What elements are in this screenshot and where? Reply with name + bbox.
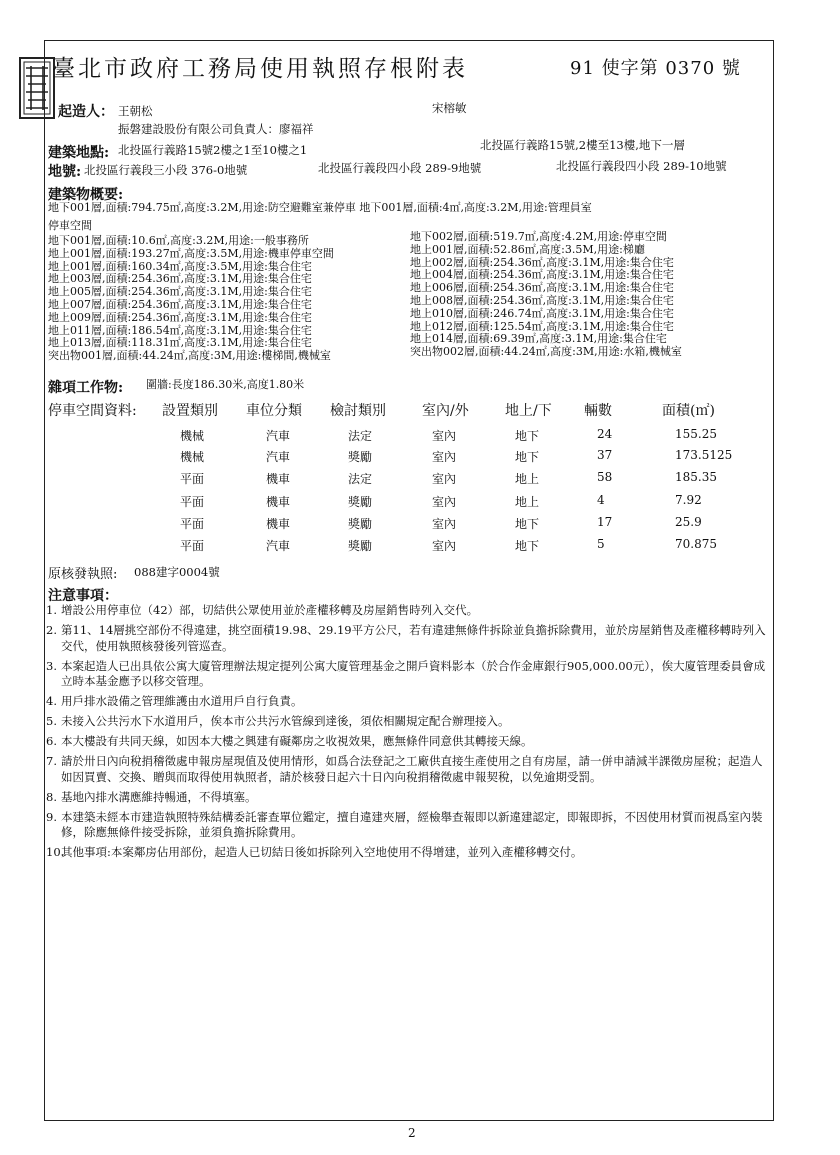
- table-cell: 獎勵: [348, 495, 373, 509]
- note-item: [46, 810, 768, 841]
- table-cell: 4: [597, 493, 605, 507]
- overview-parking-line: 停車空間: [48, 219, 92, 232]
- original-license-label: 原核發執照:: [48, 567, 118, 582]
- floor-item: 地上003層,面積:254.36㎡,高度:3.1M,用途:集合住宅: [48, 272, 312, 286]
- table-cell: 室內: [432, 539, 457, 553]
- floor-item: 地上010層,面積:246.74㎡,高度:3.1M,用途:集合住宅: [410, 306, 674, 320]
- note-number: 7.: [46, 754, 57, 768]
- table-cell: 平面: [180, 517, 205, 531]
- table-cell: 室內: [432, 495, 457, 509]
- table-cell: 70.875: [675, 537, 717, 551]
- floor-item: 地上007層,面積:254.36㎡,高度:3.1M,用途:集合住宅: [48, 297, 312, 311]
- floor-item: 地上011層,面積:186.54㎡,高度:3.1M,用途:集合住宅: [48, 323, 312, 337]
- lot-label: 地號:: [48, 164, 82, 180]
- table-cell: 汽車: [266, 429, 291, 443]
- note-number: 8.: [46, 789, 57, 804]
- note-text: 增設公用停車位（42）部，切結供公眾使用並於產權移轉及房屋銷售時列入交代。: [61, 603, 479, 617]
- notes-label: 注意事項：: [48, 588, 118, 604]
- table-cell: 獎勵: [348, 450, 373, 464]
- note-item: [46, 714, 768, 730]
- table-cell: 法定: [348, 472, 373, 486]
- floor-item: 地上008層,面積:254.36㎡,高度:3.1M,用途:集合住宅: [410, 293, 674, 307]
- parking-header: 面積(㎡): [662, 403, 715, 419]
- note-text: 本大樓設有共同天線，如因本大樓之興建有礙鄰房之收視效果，應無條件同意供其轉接天線。: [61, 734, 533, 748]
- table-cell: 7.92: [675, 493, 702, 507]
- floor-item: 地上001層,面積:160.34㎡,高度:3.5M,用途:集合住宅: [48, 259, 312, 273]
- floor-list-right: [410, 231, 682, 359]
- note-text: 基地內排水溝應維持暢通，不得填塞。: [61, 789, 257, 804]
- floor-item: 地上001層,面積:193.27㎡,高度:3.5M,用途:機車停車空間: [48, 246, 334, 260]
- table-cell: 室內: [432, 429, 457, 443]
- floor-item: 地上013層,面積:118.31㎡,高度:3.1M,用途:集合住宅: [48, 336, 312, 350]
- floor-item: 地下001層,面積:10.6㎡,高度:3.2M,用途:一般事務所: [48, 234, 309, 247]
- lot-2: 北投區行義段四小段 289-9地號: [318, 161, 482, 175]
- table-cell: 185.35: [675, 470, 717, 484]
- note-item: [46, 603, 768, 619]
- parking-header: 地上/下: [505, 403, 552, 419]
- table-cell: 機車: [266, 472, 291, 486]
- note-item: [46, 734, 768, 750]
- page-title: 臺北市政府工務局使用執照存根附表: [52, 56, 468, 82]
- table-cell: 法定: [348, 429, 373, 443]
- parking-header: 輛數: [584, 403, 612, 419]
- notes-list: [46, 603, 768, 865]
- note-text: 其他事項:本案鄰房佔用部份，起造人已切結日後如拆除列入空地使用不得增建，並列入產權移轉交付。: [61, 845, 583, 859]
- table-cell: 地下: [515, 517, 540, 531]
- lot-1: 北投區行義段三小段 376-0地號: [84, 163, 248, 177]
- floor-item: 地下002層,面積:519.7㎡,高度:4.2M,用途:停車空間: [410, 230, 667, 243]
- misc-works-value: 圍牆:長度186.30米,高度1.80米: [146, 378, 305, 391]
- floor-item: 突出物002層,面積:44.24㎡,高度:3M,用途:水箱,機械室: [410, 345, 682, 359]
- applicant-name-2: 宋榕敏: [432, 101, 467, 115]
- floor-list-left: [48, 235, 334, 363]
- note-number: 1.: [46, 603, 57, 617]
- table-cell: 17: [597, 515, 613, 529]
- floor-item: 地上001層,面積:52.86㎡,高度:3.5M,用途:梯廳: [410, 242, 645, 256]
- overview-basement-line: 地下001層,面積:794.75㎡,高度:3.2M,用途:防空避難室兼停車 地下001層,面積:4㎡,高度:3.2M,用途:管理員室: [48, 201, 592, 214]
- original-license-value: 088建字0004號: [134, 565, 220, 579]
- note-text: 用戶排水設備之管理維護由水道用戶自行負責。: [61, 694, 303, 708]
- note-number: 4.: [46, 694, 57, 708]
- floor-item: 地上004層,面積:254.36㎡,高度:3.1M,用途:集合住宅: [410, 268, 674, 282]
- parking-header: 檢討類別: [330, 403, 386, 419]
- table-cell: 25.9: [675, 515, 702, 529]
- table-cell: 地下: [515, 539, 540, 553]
- note-text: 第11、14層挑空部份不得違建，挑空面積19.98、29.19平方公尺，若有違建無條件拆除並負擔拆除費用，並於房屋銷售及產權移轉時列入交代，使用執照核發後列管巡查。: [61, 623, 766, 653]
- note-number: 3.: [46, 658, 57, 673]
- note-item: [46, 790, 768, 806]
- note-number: 5.: [46, 714, 57, 728]
- parking-header: 設置類別: [162, 403, 218, 419]
- table-cell: 平面: [180, 495, 205, 509]
- floor-item: 地上014層,面積:69.39㎡,高度:3.1M,用途:集合住宅: [410, 332, 667, 346]
- table-cell: 室內: [432, 517, 457, 531]
- table-cell: 地上: [515, 472, 540, 486]
- note-item: [46, 659, 768, 690]
- note-text: 未接入公共污水下水道用戶，俟本市公共污水管線到達後，須依相關規定配合辦理接入。: [61, 714, 510, 728]
- floor-item: 地上006層,面積:254.36㎡,高度:3.1M,用途:集合住宅: [410, 281, 674, 295]
- table-cell: 5: [597, 537, 605, 551]
- table-cell: 173.5125: [675, 448, 733, 462]
- note-number: 9.: [46, 809, 57, 824]
- table-cell: 機械: [180, 429, 205, 443]
- note-item: [46, 845, 768, 861]
- note-text: 本案起造人已出具依公寓大廈管理辦法規定提列公寓大廈管理基金之開戶資料影本（於合作金庫銀行905,000.00元），俟大廈管理委員會成立時本基金應予以移交管理。: [61, 658, 766, 688]
- table-cell: 155.25: [675, 427, 717, 441]
- overview-label: 建築物概要:: [48, 187, 124, 203]
- floor-item: 地上002層,面積:254.36㎡,高度:3.1M,用途:集合住宅: [410, 255, 674, 269]
- applicant-name: 王朝松: [118, 104, 153, 118]
- note-item: [46, 754, 768, 785]
- table-cell: 地下: [515, 429, 540, 443]
- lot-3: 北投區行義段四小段 289-10地號: [556, 159, 727, 173]
- table-cell: 獎勵: [348, 539, 373, 553]
- misc-works-label: 雜項工作物:: [48, 380, 124, 396]
- applicant-representative: 振磐建設股份有限公司負責人：廖福祥: [118, 122, 314, 136]
- note-text: 請於卅日內向稅捐稽徵處申報房屋現值及使用情形，如爲合法登記之工廠供直接生產使用之自有房屋，請一併申請減半課徵房屋稅；起造人如因買賣、交換、贈與而取得使用執照者，請於核發日起六十日內向稅捐稽徵處申報契稅，以免逾期受罰。: [61, 754, 763, 784]
- table-cell: 機械: [180, 450, 205, 464]
- site-address-2: 北投區行義路15號,2樓至13樓,地下一層: [480, 138, 685, 152]
- table-cell: 地上: [515, 495, 540, 509]
- table-cell: 室內: [432, 472, 457, 486]
- page-number: 2: [408, 1126, 416, 1140]
- note-item: [46, 694, 768, 710]
- table-cell: 58: [597, 470, 613, 484]
- table-cell: 地下: [515, 450, 540, 464]
- table-cell: 獎勵: [348, 517, 373, 531]
- table-cell: 汽車: [266, 450, 291, 464]
- floor-item: 地上005層,面積:254.36㎡,高度:3.1M,用途:集合住宅: [48, 285, 312, 299]
- note-text: 本建築未經本市建造執照特殊結構委託審查單位鑑定，擅自違建夾層，經檢舉查報即以新違建認定，即報即拆，不因使用材質而視爲室內裝修，除應無條件接受拆除，並須負擔拆除費用。: [61, 809, 763, 839]
- note-number: 2.: [46, 623, 57, 637]
- note-number: 6.: [46, 734, 57, 748]
- table-cell: 37: [597, 448, 613, 462]
- site-address-1: 北投區行義路15號2樓之1至10樓之1: [118, 143, 308, 157]
- parking-header: 車位分類: [246, 403, 302, 419]
- table-cell: 機車: [266, 517, 291, 531]
- note-number: 10.: [46, 845, 65, 859]
- site-address-label: 建築地點:: [48, 145, 110, 161]
- applicant-label: 起造人：: [58, 104, 114, 120]
- table-cell: 24: [597, 427, 613, 441]
- floor-item: 地上012層,面積:125.54㎡,高度:3.1M,用途:集合住宅: [410, 319, 674, 333]
- note-item: [46, 623, 768, 654]
- table-cell: 室內: [432, 450, 457, 464]
- floor-item: 地上009層,面積:254.36㎡,高度:3.1M,用途:集合住宅: [48, 310, 312, 324]
- table-cell: 平面: [180, 472, 205, 486]
- table-cell: 汽車: [266, 539, 291, 553]
- parking-header: 室內/外: [422, 403, 469, 419]
- table-cell: 平面: [180, 539, 205, 553]
- license-number: 91 使字第 0370 號: [570, 58, 741, 79]
- floor-item: 突出物001層,面積:44.24㎡,高度:3M,用途:樓梯間,機械室: [48, 349, 331, 363]
- parking-label: 停車空間資料:: [48, 403, 137, 419]
- table-cell: 機車: [266, 495, 291, 509]
